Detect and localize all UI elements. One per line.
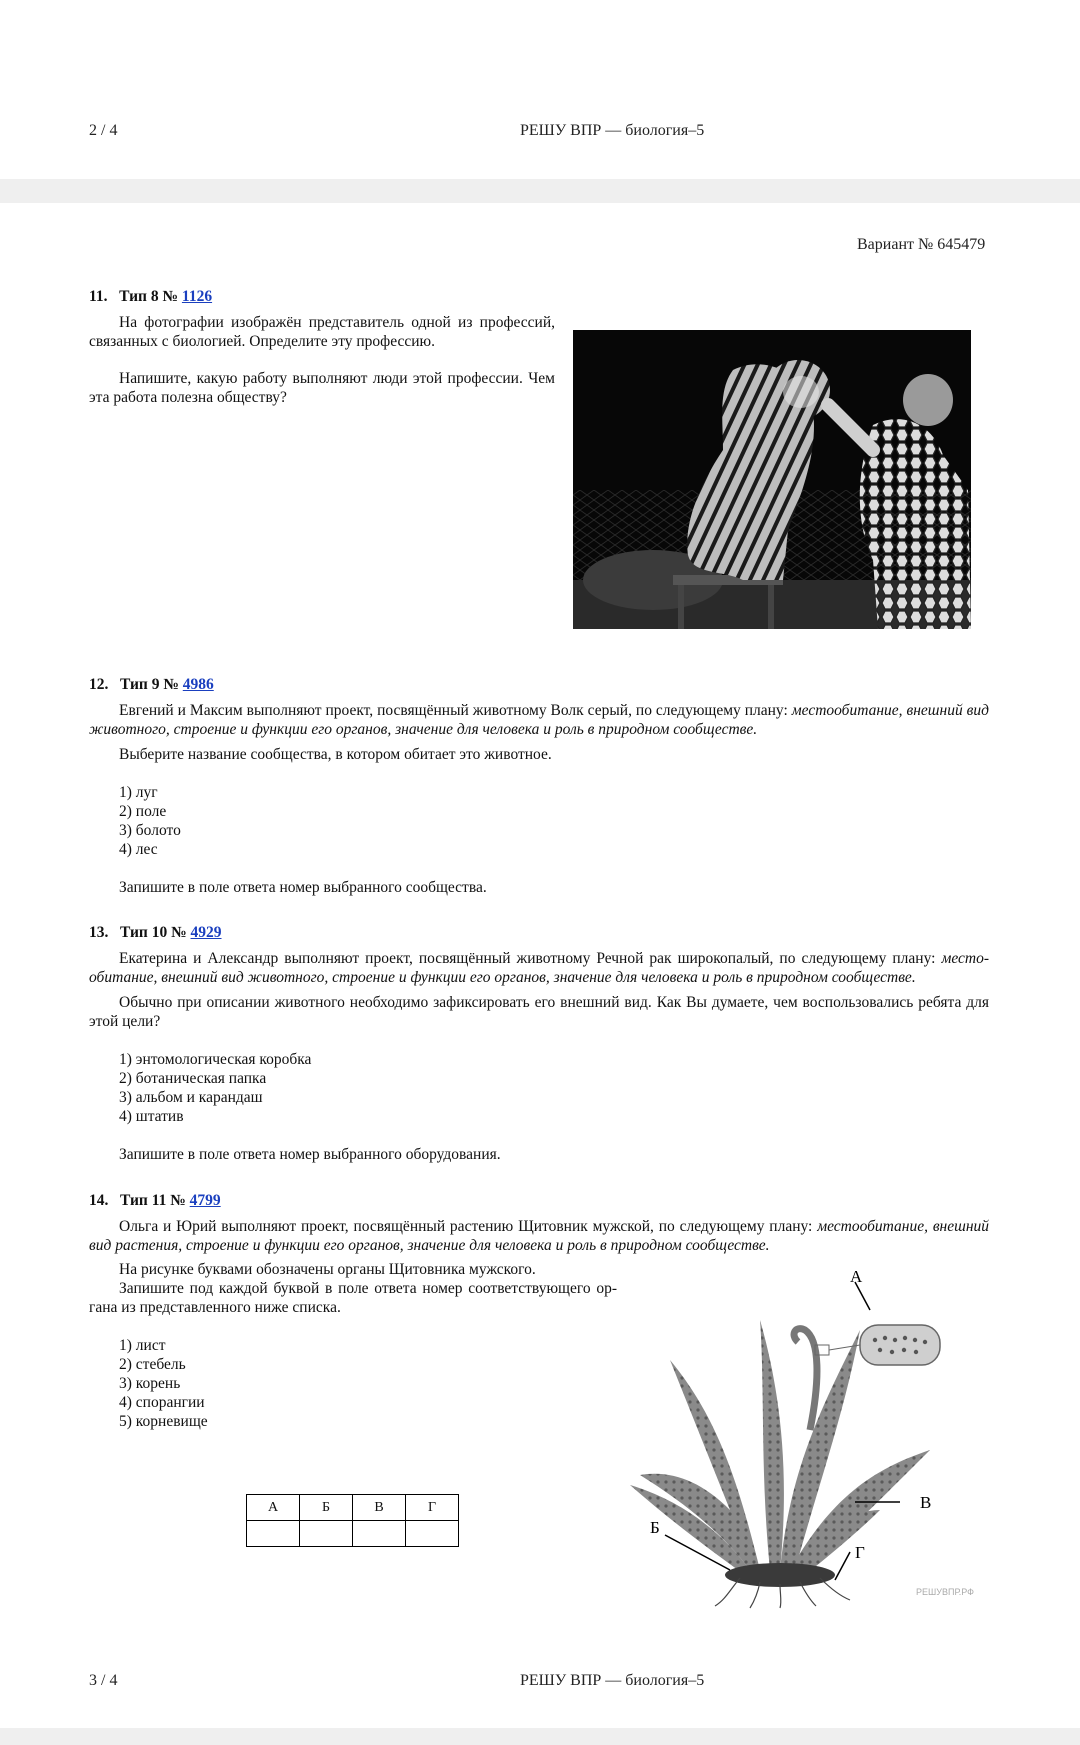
q14-option: 2) стебель xyxy=(119,1356,186,1373)
q14-heading xyxy=(89,1192,221,1210)
q12-options xyxy=(119,783,181,859)
q14-option: 5) корневище xyxy=(119,1413,208,1430)
q12-option: 1) луг xyxy=(119,784,158,801)
q13-number: 13. xyxy=(89,924,109,941)
q13-type: Тип 10 № xyxy=(120,924,187,941)
page-divider-top xyxy=(0,179,1080,203)
q12-heading xyxy=(89,676,214,694)
q12-text-1 xyxy=(89,701,989,739)
answer-cell-b[interactable] xyxy=(300,1521,353,1547)
q14-number: 14. xyxy=(89,1192,109,1209)
variant-number: Вариант № 645479 xyxy=(857,236,986,253)
q12-text-plain: Евгений и Максим выполняют проект, посвящённый животному Волк серый, по следующему плану: xyxy=(119,702,792,719)
q12-option: 3) болото xyxy=(119,822,181,839)
answer-header-g: Г xyxy=(406,1495,459,1521)
page-number-top: 2 / 4 xyxy=(89,122,118,139)
fig-label-b: Б xyxy=(650,1518,660,1537)
q14-option: 3) корень xyxy=(119,1375,181,1392)
fig-label-v: В xyxy=(920,1493,932,1512)
answer-cell-g[interactable] xyxy=(406,1521,459,1547)
q12-text-3: Запишите в поле ответа номер выбранного сообщества. xyxy=(119,879,487,896)
q13-option: 3) альбом и карандаш xyxy=(119,1089,263,1106)
q13-text-1 xyxy=(89,949,989,987)
answer-table xyxy=(246,1494,459,1547)
answer-table-input-row xyxy=(247,1521,459,1547)
q14-text-3: Запишите под каждой буквой в поле ответа номер соответствующего органа из представленного ниже списка. xyxy=(89,1280,617,1316)
q14-text-plain: Ольга и Юрий выполняют проект, посвящённый растению Щитовник мужской, по следующему плану: xyxy=(119,1218,818,1235)
q13-option: 2) ботаническая папка xyxy=(119,1070,267,1087)
q12-option: 4) лес xyxy=(119,841,158,858)
q12-text-2: Выберите название сообщества, в котором обитает это животное. xyxy=(119,746,552,763)
q12-type: Тип 9 № xyxy=(120,676,179,693)
q13-option: 4) штатив xyxy=(119,1108,184,1125)
page-divider-bottom xyxy=(0,1728,1080,1745)
fig-watermark: РЕШУВПР.РФ xyxy=(916,1587,974,1597)
fig-label-g: Г xyxy=(855,1543,865,1562)
answer-cell-v[interactable] xyxy=(353,1521,406,1547)
q14-text-2: На рисунке буквами обозначены органы Щитовника мужского. xyxy=(119,1261,536,1278)
fern-figure xyxy=(630,1270,990,1610)
q13-text-plain: Екатерина и Александр выполняют проект, посвящённый животному Речной рак широкопалый, по следующему плану: xyxy=(119,950,942,967)
q12-text-italic: местообитание, внешний вид животного, строение и функции его органов, значение для человека и роль в природном сообществе. xyxy=(89,702,989,738)
q14-type: Тип 11 № xyxy=(120,1192,186,1209)
q14-link[interactable]: 4799 xyxy=(189,1192,221,1209)
q13-heading xyxy=(89,924,222,942)
q13-text-2: Обычно при описании животного необходимо зафиксировать его внешний вид. Как Вы думаете, чем воспользовались ребята для этой цели? xyxy=(89,994,989,1030)
q13-text-3: Запишите в поле ответа номер выбранного оборудования. xyxy=(119,1146,501,1163)
q13-option: 1) энтомологическая коробка xyxy=(119,1051,312,1068)
answer-table-header-row xyxy=(247,1495,459,1521)
q11-text-1: На фотографии изображён представитель одной из профессий, связанных с биологией. Определите эту профессию. xyxy=(89,314,555,350)
q13-options xyxy=(119,1050,311,1126)
q14-text-italic: местообитание, внешний вид растения, строение и функции его органов, значение для человека и роль в природном сообществе. xyxy=(89,1218,990,1254)
q14-option: 4) спорангии xyxy=(119,1394,205,1411)
answer-header-v: В xyxy=(353,1495,406,1521)
q11-link[interactable]: 1126 xyxy=(181,288,213,305)
q11-text-2: Напишите, какую работу выполняют люди этой профессии. Чем эта работа полезна обществу? xyxy=(89,370,555,406)
answer-header-b: Б xyxy=(300,1495,353,1521)
q11-heading xyxy=(89,288,212,306)
answer-cell-a[interactable] xyxy=(247,1521,300,1547)
q12-link[interactable]: 4986 xyxy=(182,676,214,693)
fig-label-a: А xyxy=(850,1270,863,1286)
q11-type: Тип 8 № xyxy=(119,288,179,305)
tiger-trainer-photo xyxy=(573,330,971,629)
q13-text-italic: местообитание, внешний вид животного, строение и функции его органов, значение для человека и роль в природном сообществе. xyxy=(89,950,989,986)
q11-number: 11. xyxy=(89,288,108,305)
q12-option: 2) поле xyxy=(119,803,167,820)
answer-header-a: А xyxy=(247,1495,300,1521)
q13-link[interactable]: 4929 xyxy=(190,924,222,941)
page-header-title-bottom: РЕШУ ВПР — биология–5 xyxy=(520,1672,705,1689)
page-number-bottom: 3 / 4 xyxy=(89,1672,118,1689)
q12-number: 12. xyxy=(89,676,109,693)
q14-option: 1) лист xyxy=(119,1337,166,1354)
q14-options xyxy=(119,1336,208,1431)
page-header-title-top: РЕШУ ВПР — биология–5 xyxy=(520,122,705,139)
q14-text-1 xyxy=(89,1217,989,1255)
